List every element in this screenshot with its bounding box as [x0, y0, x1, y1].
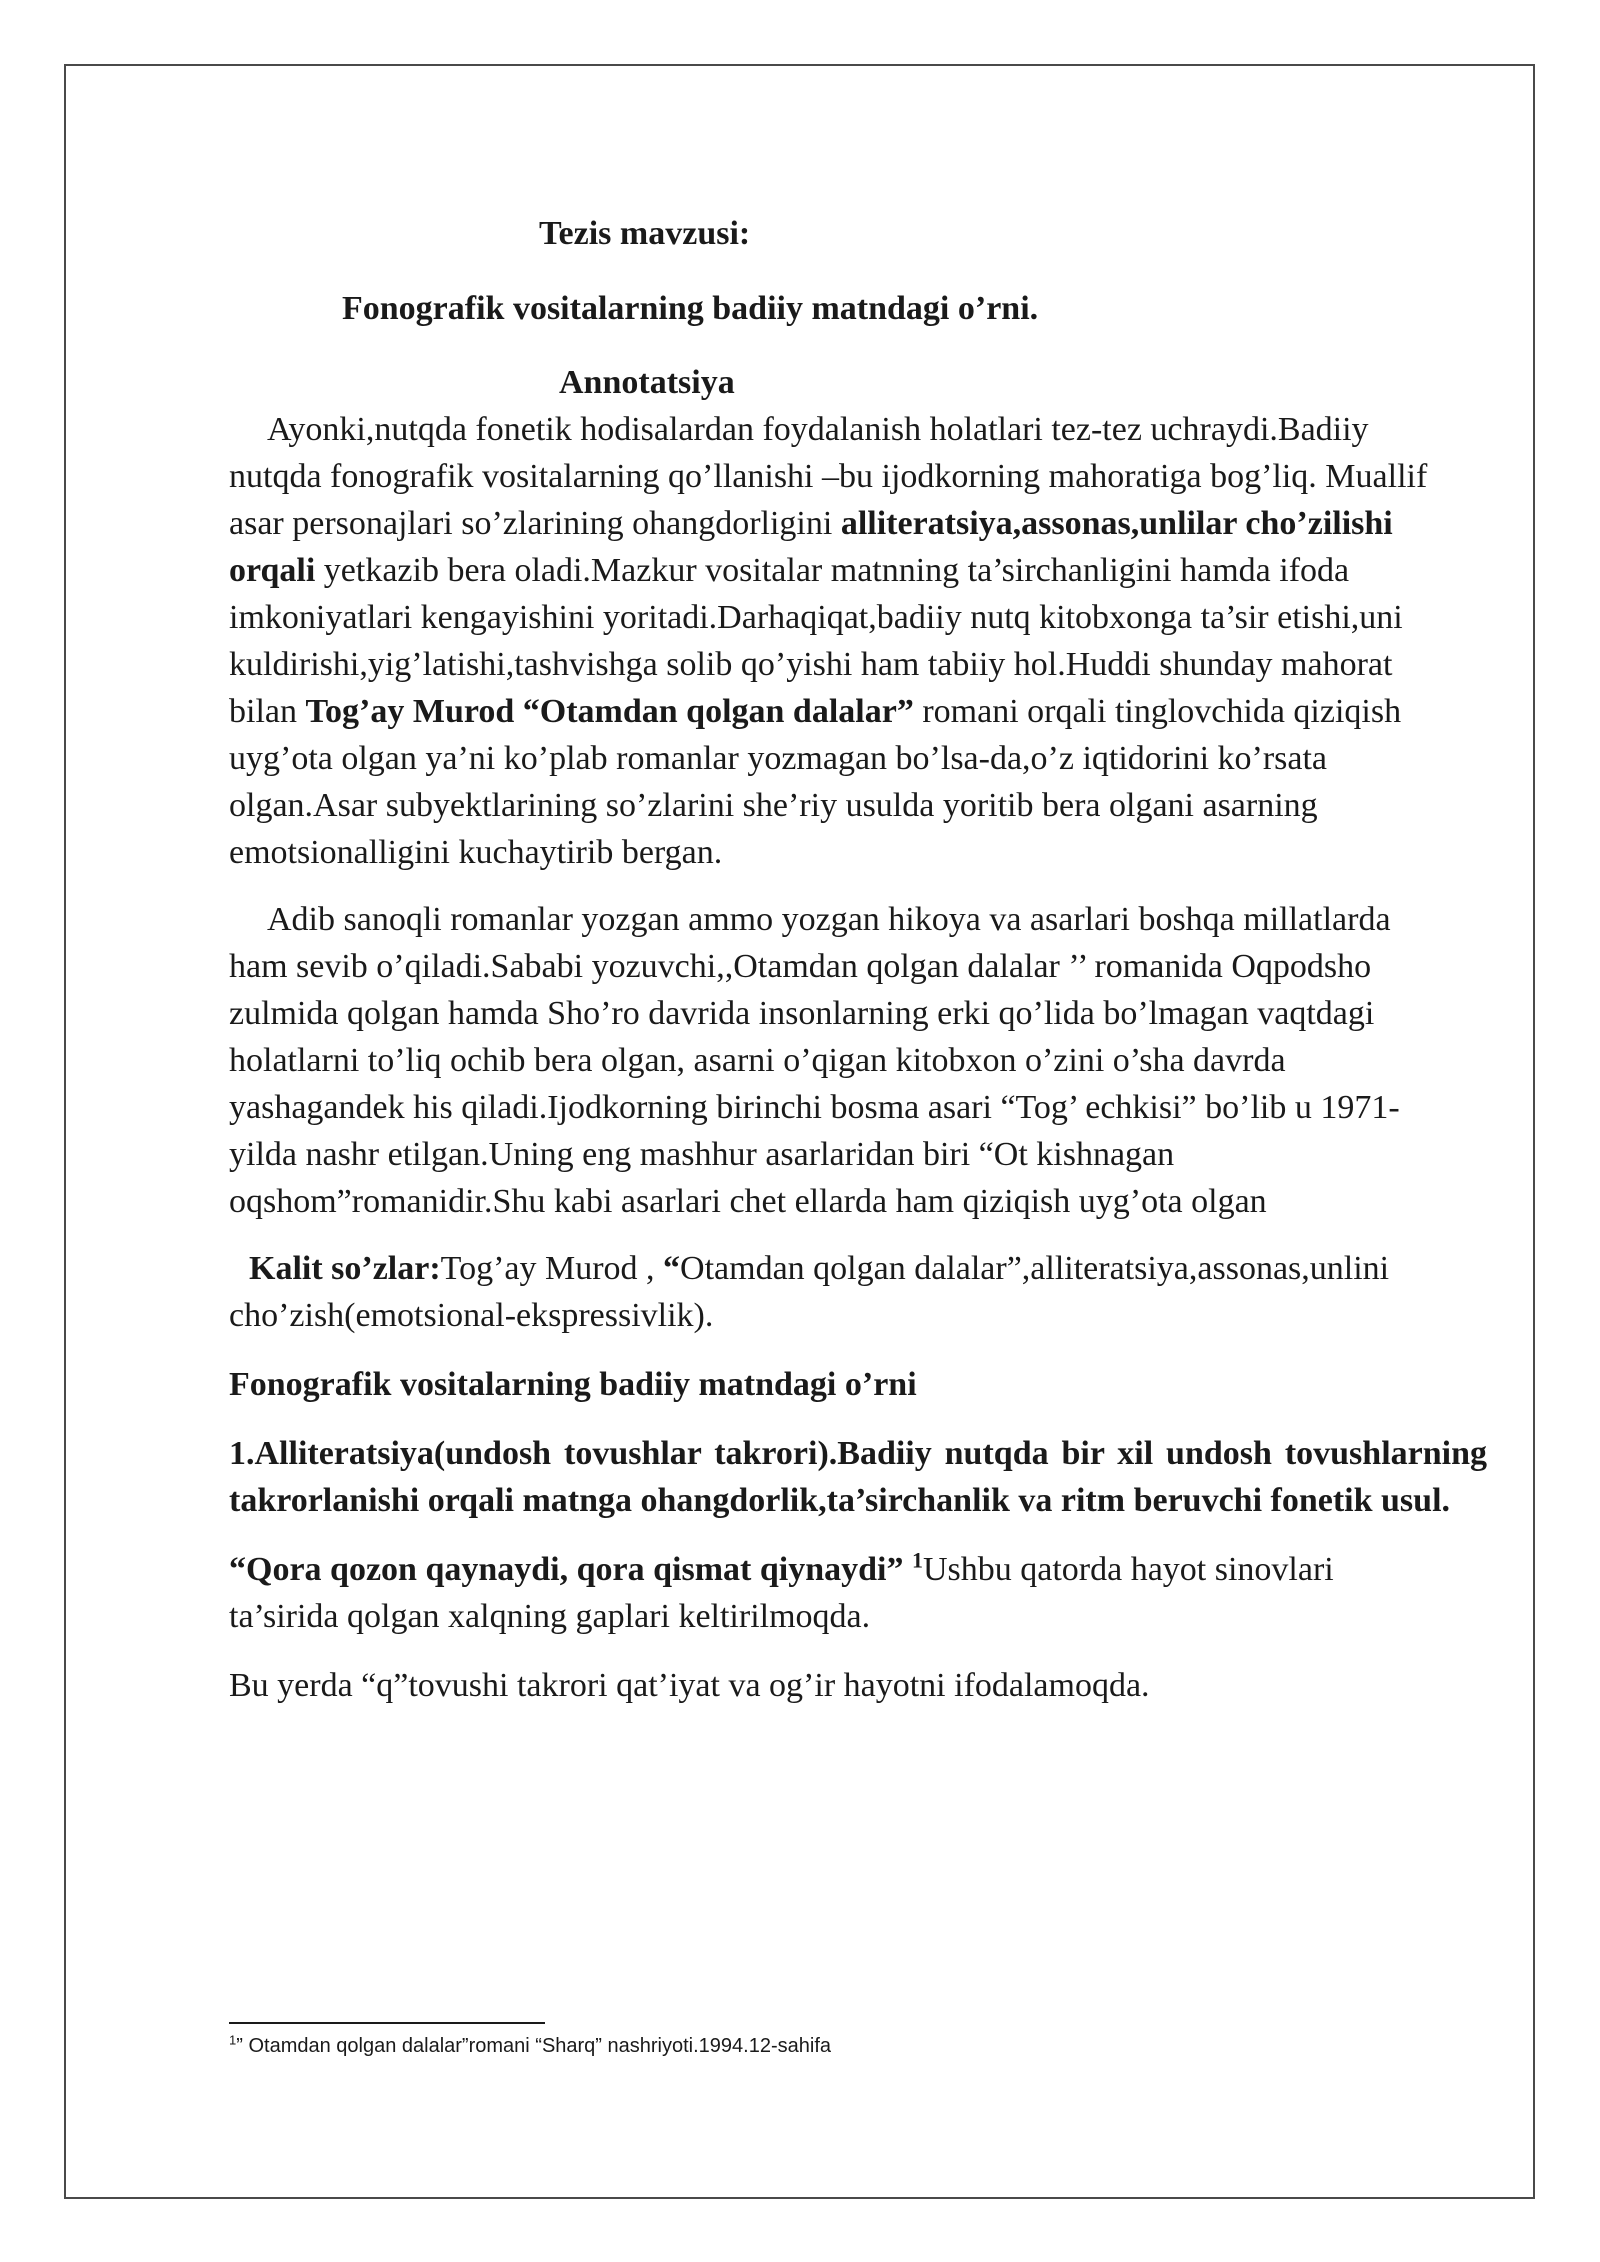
section-heading: Fonografik vositalarning badiiy matndagi o’rni [229, 1366, 917, 1403]
example-text: Ushbu qatorda hayot sinovlari ta’sirida qolgan xalqning gaplari keltirilmoqda. [229, 1551, 1334, 1635]
keywords-paragraph [229, 1245, 1429, 1339]
keywords-label: Kalit so’zlar: [249, 1250, 441, 1287]
tezis-label: Tezis mavzusi: [539, 215, 751, 252]
explanation-paragraph: Bu yerda “q”tovushi takrori qat’iyat va og’ir hayotni ifodalamoqda. [229, 1667, 1150, 1704]
footnote-separator [229, 2022, 545, 2024]
footnote-text: ” Otamdan qolgan dalalar”romani “Sharq” nashriyoti.1994.12-sahifa [236, 2035, 831, 2057]
footnote-reference[interactable]: 1 [911, 1547, 923, 1573]
keywords-text-1: Tog’ay Murod , [440, 1250, 664, 1287]
annotation-heading: Annotatsiya [559, 364, 735, 401]
example-quote: “Qora qozon qaynaydi, qora qismat qiynaydi” [229, 1551, 904, 1588]
footnote [229, 2031, 1329, 2061]
example-paragraph [229, 1546, 1429, 1640]
alliteration-definition: 1.Alliteratsiya(undosh tovushlar takrori).Badiiy nutqda bir xil undosh tovushlarning takrorlanishi orqali matnga ohangdorlik,ta’sirchanlik va ritm beruvchi fonetik usul. [229, 1435, 1487, 1519]
annotation-bold-2: Tog’ay Murod “Otamdan qolgan dalalar” [305, 693, 914, 730]
annotation-text-3: romani orqali tinglovchida qiziqish uyg’ota olgan ya’ni ko’plab romanlar yozmagan bo’lsa-da,o’z iqtidorini ko’rsata olgan.Asar subyektlarining so’zlarini she’riy usulda yoritib bera olgani asarning emotsionalligini kuchaytirib bergan. [229, 693, 1402, 871]
annotation-text-1: Ayonki,nutqda fonetik hodisalardan foydalanish holatlari tez-tez uchraydi.Badiiy nutqda fonografik vositalarning qo’llanishi –bu ijodkorning mahoratiga bog’liq. Muallif asar personajlari so’zlarining ohangdorligini [229, 411, 1428, 542]
author-paragraph: Adib sanoqli romanlar yozgan ammo yozgan hikoya va asarlari boshqa millatlarda ham sevib o’qiladi.Sababi yozuvchi,,Otamdan qolgan dalalar ’’ romanida Oqpodsho zulmida qolgan hamda Sho’ro davrida insonlarning erki qo’lida bo’lmagan vaqtdagi holatlarni to’liq ochib bera olgan, asarni o’qigan kitobxon o’zini o’sha davrda yashagandek his qiladi.Ijodkorning birinchi bosma asari “Tog’ echkisi” bo’lib u 1971-yilda nashr etilgan.Uning eng mashhur asarlaridan biri “Ot kishnagan oqshom”romanidir.Shu kabi asarlari chet ellarda ham qiziqish uyg’ota olgan [229, 901, 1400, 1220]
keywords-text-2: Otamdan qolgan dalalar”,alliteratsiya,assonas,unlini cho’zish(emotsional-ekspressivlik). [229, 1250, 1390, 1334]
annotation-bold-1: alliteratsiya,assonas,unlilar cho’zilishi orqali [229, 505, 1393, 589]
annotation-paragraph [229, 406, 1429, 876]
annotation-text-2: yetkazib bera oladi.Mazkur vositalar matnning ta’sirchanligini hamda ifoda imkoniyatlari kengayishini yoritadi.Darhaqiqat,badiiy nutq kitobxonga ta’sir etishi,uni kuldirishi,yig’latishi,tashvishga solib qo’yishi ham tabiiy hol.Huddi shunday mahorat bilan [229, 552, 1403, 730]
document-title: Fonografik vositalarning badiiy matndagi o’rni. [342, 290, 1039, 327]
keywords-quote-mark: “ [663, 1250, 681, 1287]
document-body [229, 210, 1487, 1709]
footnote-mark: 1 [229, 2032, 237, 2048]
